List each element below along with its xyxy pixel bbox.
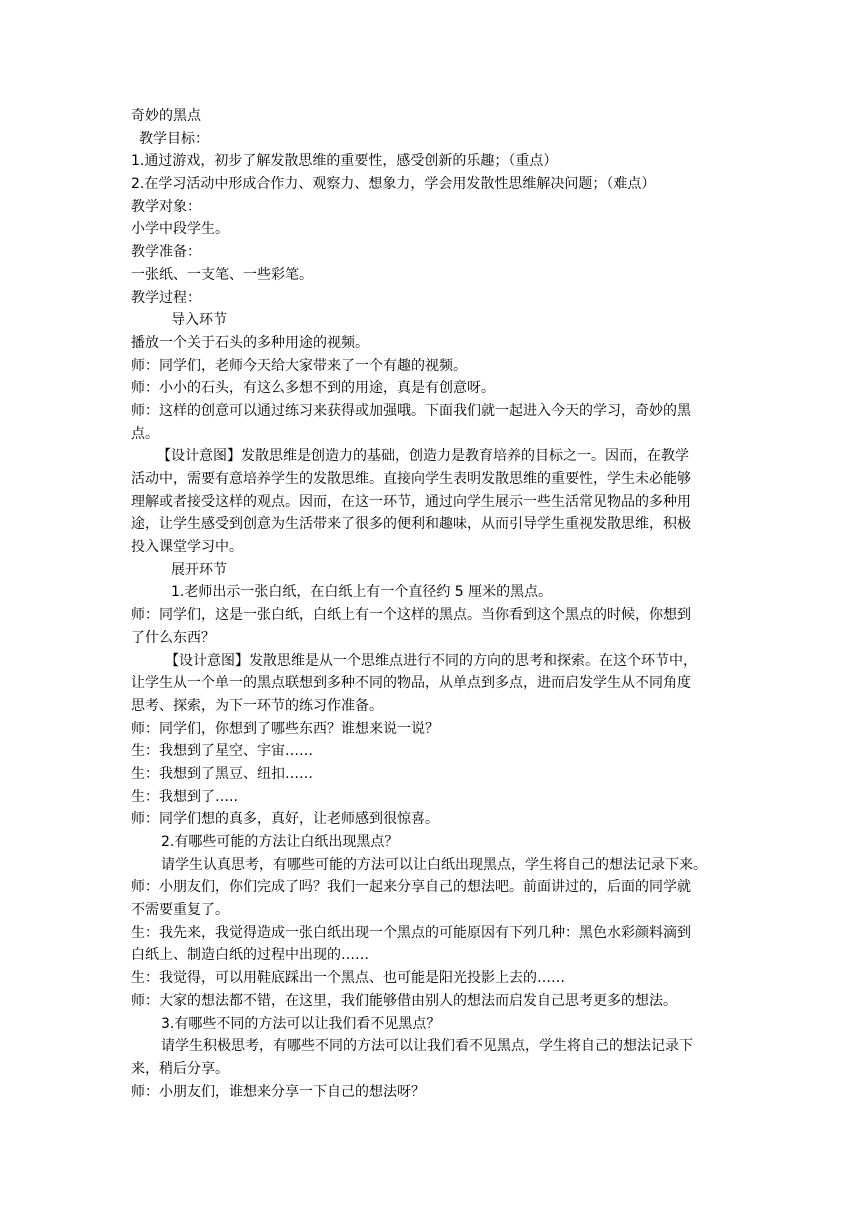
section-heading-audience: 教学对象： [131, 198, 201, 215]
design-intent-1: 【设计意图】发散思维是创造力的基础，创造力是教育培养的目标之一。因而，在教学 [157, 448, 689, 465]
paragraph-line: 活动中，需要有意培养学生的发散思维。直接向学生表明发散思维的重要性，学生未必能够 [131, 471, 691, 487]
document-body [131, 105, 743, 1103]
step-2: 2.有哪些可能的方法让白纸出现黑点？ [161, 834, 399, 850]
objective-2: 2.在学习活动中形成合作力、观察力、想象力，学会用发散性思维解决问题；（难点） [131, 176, 656, 193]
subsection-intro: 导入环节 [171, 312, 227, 329]
document-title: 奇妙的黑点 [131, 108, 201, 124]
paragraph-line: 投入课堂学习中。 [131, 539, 243, 556]
section-heading-objectives: 教学目标： [139, 130, 209, 147]
paragraph-line: 请学生认真思考，有哪些可能的方法可以让白纸出现黑点，学生将自己的想法记录下来。 [161, 856, 707, 873]
subsection-expand: 展开环节 [171, 561, 227, 578]
paragraph-line: 不需要重复了。 [131, 902, 229, 919]
paragraph-line: 师：小小的石头，有这么多想不到的用途，真是有创意呀。 [131, 380, 495, 397]
paragraph-line: 生：我想到了星空、宇宙…… [131, 743, 313, 760]
paragraph-line: 白纸上、制造白纸的过程中出现的…… [131, 947, 369, 964]
paragraph-line: 请学生积极思考，有哪些不同的方法可以让我们看不见黑点，学生将自己的想法记录下 [161, 1038, 693, 1055]
step-1: 1.老师出示一张白纸，在白纸上有一个直径约 5 厘米的黑点。 [171, 584, 553, 601]
section-heading-preparation: 教学准备： [131, 244, 201, 261]
paragraph-line: 师：这样的创意可以通过练习来获得或加强哦。下面我们就一起进入今天的学习，奇妙的黑 [131, 402, 691, 419]
paragraph-line: 思考、探索，为下一环节的练习作准备。 [131, 697, 383, 714]
section-heading-process: 教学过程： [131, 289, 201, 306]
paragraph-line: 播放一个关于石头的多种用途的视频。 [131, 334, 369, 351]
paragraph-line: 师：同学们，这是一张白纸，白纸上有一个这样的黑点。当你看到这个黑点的时候，你想到 [131, 607, 691, 624]
paragraph-line: 途，让学生感受到创意为生活带来了很多的便利和趣味，从而引导学生重视发散思维，积极 [131, 516, 691, 533]
paragraph-line: 师：大家的想法都不错，在这里，我们能够借由别人的想法而启发自己思考更多的想法。 [131, 992, 677, 1009]
paragraph-line: 理解或者接受这样的观点。因而，在这一环节，通过向学生展示一些生活常见物品的多种用 [131, 493, 691, 510]
paragraph-line: 生：我先来，我觉得造成一张白纸出现一个黑点的可能原因有下列几种：黑色水彩颜料滴到 [131, 924, 691, 941]
paragraph-line: 来，稍后分享。 [131, 1060, 229, 1077]
step-3: 3.有哪些不同的方法可以让我们看不见黑点？ [161, 1015, 441, 1032]
paragraph-line: 让学生从一个单一的黑点联想到多种不同的物品，从单点到多点，进而启发学生从不同角度 [131, 675, 691, 692]
paragraph-line: 师：小朋友们，你们完成了吗？我们一起来分享自己的想法吧。前面讲过的，后面的同学就 [131, 879, 691, 896]
paragraph-line: 师：同学们想的真多，真好，让老师感到很惊喜。 [131, 811, 439, 828]
paragraph-line: 点。 [131, 425, 159, 442]
paragraph-line: 师：小朋友们，谁想来分享一下自己的想法呀？ [131, 1083, 425, 1100]
objective-1: 1.通过游戏，初步了解发散思维的重要性，感受创新的乐趣；（重点） [131, 153, 558, 170]
preparation-text: 一张纸、一支笔、一些彩笔。 [131, 266, 313, 283]
paragraph-line: 了什么东西？ [131, 629, 215, 646]
paragraph-line: 师：同学们，老师今天给大家带来了一个有趣的视频。 [131, 357, 467, 374]
paragraph-line: 生：我想到了黑豆、纽扣…… [131, 765, 313, 782]
paragraph-line: 师：同学们，你想到了哪些东西？谁想来说一说？ [131, 720, 439, 737]
audience-text: 小学中段学生。 [131, 221, 229, 238]
paragraph-line: 生：我觉得，可以用鞋底踩出一个黑点、也可能是阳光投影上去的…… [131, 970, 565, 987]
paragraph-line: 生：我想到了….. [131, 788, 238, 805]
design-intent-2: 【设计意图】发散思维是从一个思维点进行不同的方向的思考和探索。在这个环节中， [165, 652, 697, 669]
